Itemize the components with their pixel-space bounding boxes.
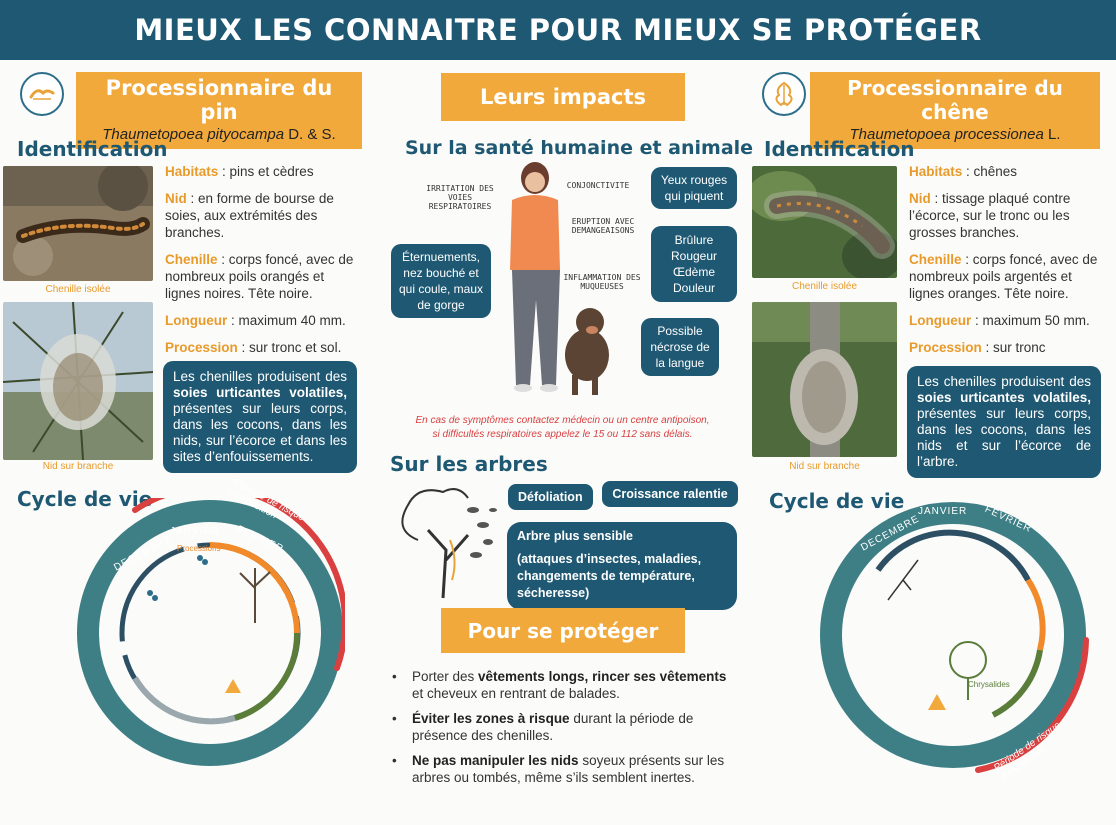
oak-fact-longueur: Longueur : maximum 50 mm. [909, 313, 1090, 328]
pine-author: D. & S. [284, 126, 336, 143]
tree-item-defoliation: Défoliation [508, 484, 593, 510]
header-banner [0, 0, 1116, 60]
health-title: Sur la santé humaine et animale [405, 137, 754, 159]
pine-fact-habitats: Habitats : pins et cèdres [165, 164, 314, 179]
oak-month-fevrier: FEVRIER [983, 503, 1034, 536]
impacts-title: Leurs impacts [479, 85, 646, 109]
pine-fact-nid: Nid : en forme de bourse de soies, aux extrémités des branches. [165, 191, 334, 240]
trees-title: Sur les arbres [390, 452, 548, 476]
pine-name: Processionnaire du pin [105, 76, 333, 124]
tree-item-croissance: Croissance ralentie [602, 481, 738, 507]
oak-identification-title: Identification [764, 137, 915, 161]
label-eruption: ERUPTION AVEC DEMANGEAISONS [571, 217, 635, 235]
tree-illustration [388, 480, 503, 600]
oak-caterpillar-photo [752, 166, 897, 278]
pine-latin: Thaumetopoea pityocampa [102, 126, 285, 143]
oak-life-cycle-diagram [818, 500, 1103, 783]
oak-fact-procession: Procession : sur tronc [909, 340, 1046, 355]
bubble-yeux: Yeux rouges qui piquent [651, 167, 737, 209]
oak-fact-chenille: Chenille : corps foncé, avec de nombreux poils argentés et lignes oranges. Tête noire. [909, 252, 1098, 301]
oak-fact-habitats: Habitats : chênes [909, 164, 1018, 179]
impacts-title-box [441, 73, 685, 121]
page-title: MIEUX LES CONNAITRE POUR MIEUX SE PROTÉGER [134, 13, 982, 47]
pine-stage-processions: Processions [177, 544, 221, 553]
bubble-necrose: Possible nécrose de la langue [641, 318, 719, 376]
oak-facts [909, 163, 1105, 366]
protect-list [390, 668, 735, 794]
pine-month-janvier: JANVIER [170, 526, 220, 537]
protect-item-1: • Porter des vêtements longs, rincer ses vêtements et cheveux en rentrant de balades. [390, 668, 735, 702]
oak-logo-icon [762, 72, 806, 116]
oak-cycle-title: Cycle de vie [769, 489, 905, 513]
label-inflammation: INFLAMMATION DES MUQUEUSES [563, 273, 641, 291]
protect-item-3: • Ne pas manipuler les nids soyeux présents sur les arbres ou tombés, même s’ils semblent inertes. [390, 752, 735, 786]
pine-month-fevrier: FEVRIER [235, 523, 286, 556]
oak-month-janvier: JANVIER [918, 506, 968, 517]
oak-info-box: Les chenilles produisent des soies urticantes volatiles, présentes sur leurs corps, dans les cocons, dans les nids et sur l’écorce de l’arbre. [907, 366, 1101, 478]
oak-nest-caption: Nid sur branche [789, 461, 860, 472]
pine-info-box: Les chenilles produisent des soies urticantes volatiles, présentes sur leurs corps, dans les cocons, dans les nids, sur l’écorce et dans les sites d’enfouissements. [163, 361, 357, 473]
protect-title: Pour se protéger [467, 618, 659, 643]
oak-name: Processionnaire du chêne [847, 76, 1063, 124]
protect-item-2: • Éviter les zones à risque durant la période de présence des chenilles. [390, 710, 735, 744]
pine-nest-photo [3, 302, 153, 460]
emergency-note: En cas de symptômes contactez médecin ou un centre antipoison, si difficultés respiratoires appelez le 15 ou 112 sans délais. [415, 415, 710, 440]
oak-risk-label: Période de risque d’exposition [992, 720, 1063, 783]
pine-caterpillar-photo [3, 166, 153, 281]
label-conjonctivite: CONJONCTIVITE [566, 181, 630, 190]
oak-month-decembre: DECEMBRE [859, 513, 922, 554]
bubble-eternuements: Éternuements, nez bouché et qui coule, maux de gorge [391, 244, 491, 318]
pine-fact-longueur: Longueur : maximum 40 mm. [165, 313, 346, 328]
pine-risk-label: Période de risque d’exposition [226, 477, 307, 524]
oak-nest-photo [752, 302, 897, 457]
label-irritation: IRRITATION DES VOIES RESPIRATOIRES [426, 184, 494, 211]
oak-stage-chrysalides: Chrysalides [968, 680, 1010, 689]
pine-facts [165, 163, 360, 366]
protect-title-box [441, 608, 685, 653]
oak-author: L. [1043, 126, 1061, 143]
pine-fact-procession: Procession : sur tronc et sol. [165, 340, 342, 355]
tree-item-sensible: Arbre plus sensible (attaques d’insectes, maladies, changements de température, sécheresse) [507, 522, 737, 610]
pine-caterpillar-caption: Chenille isolée [45, 284, 111, 295]
pine-month-decembre: DECEMBRE [112, 533, 175, 574]
pine-identification-title: Identification [17, 137, 168, 161]
oak-latin: Thaumetopoea processionea [849, 126, 1044, 143]
pine-logo-icon [20, 72, 64, 116]
oak-fact-nid: Nid : tissage plaqué contre l’écorce, sur le tronc ou les grosses branches. [909, 191, 1071, 240]
oak-caterpillar-caption: Chenille isolée [791, 281, 858, 292]
pine-cycle-title: Cycle de vie [17, 487, 153, 511]
pine-nest-caption: Nid sur branche [42, 461, 114, 472]
pine-fact-chenille: Chenille : corps foncé, avec de nombreux poils orangés et lignes noires. Tête noire. [165, 252, 354, 301]
bubble-brulure: Brûlure Rougeur Œdème Douleur [651, 226, 737, 302]
